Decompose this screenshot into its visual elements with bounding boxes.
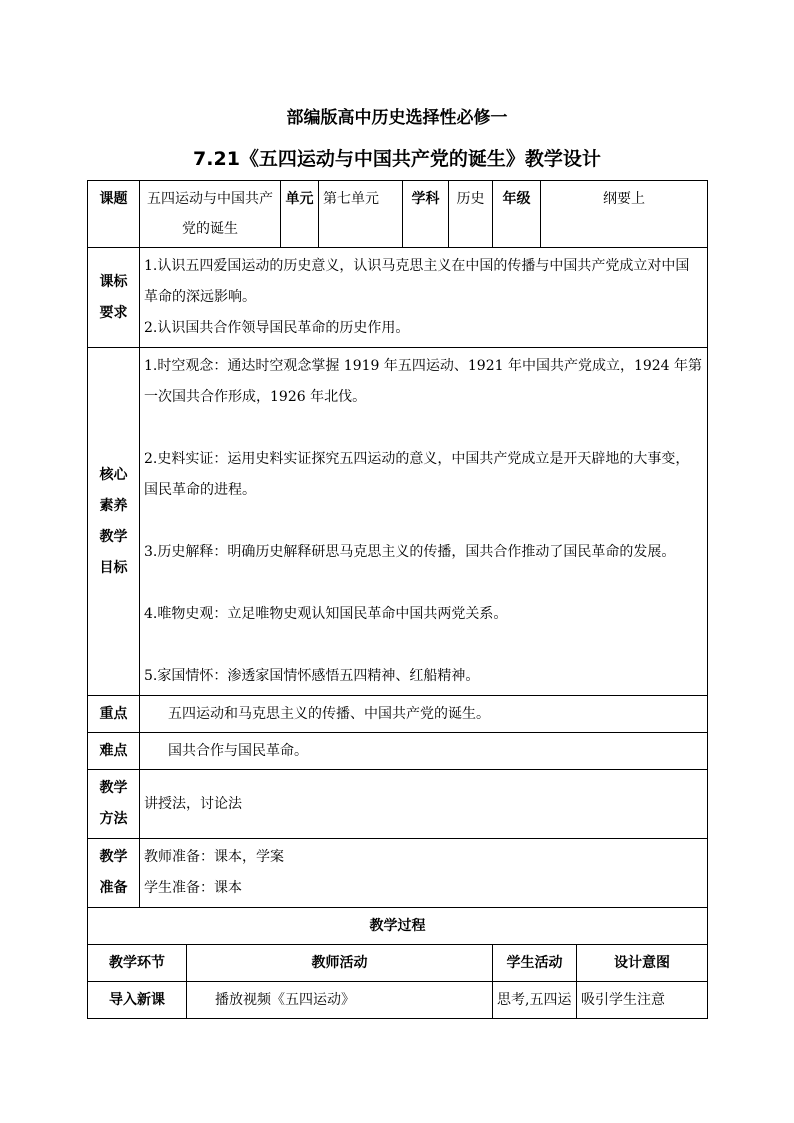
student-preparation: 学生准备：课本 [144, 880, 242, 896]
method-label-line1: 教学 [99, 780, 128, 796]
literacy-label-line3: 教学 [99, 528, 128, 545]
process-stage: 导入新课 [88, 982, 187, 1019]
standards-label [88, 248, 140, 348]
literacy-content [140, 348, 708, 696]
unit-value: 第七单元 [319, 181, 403, 248]
standards-item-1: 1.认识五四爱国运动的历史意义，认识马克思主义在中国的传播与中国共产党成立对中国革命的深远影响。 [144, 258, 690, 305]
process-design-intent: 吸引学生注意 [577, 982, 708, 1019]
standards-content [140, 248, 708, 348]
subject-value: 历史 [449, 181, 493, 248]
topic-label: 课题 [88, 181, 140, 248]
literacy-item-4: 4.唯物史观：立足唯物史观认知国民革命中国共两党关系。 [144, 606, 508, 622]
literacy-item-1: 1.时空观念：通达时空观念掌握 1919 年五四运动、1921 年中国共产党成立，1924 年第一次国共合作形成，1926 年北伐。 [144, 358, 703, 405]
process-teacher-activity: 播放视频《五四运动》 [187, 982, 493, 1019]
method-label-line2: 方法 [99, 811, 128, 827]
subject-label: 学科 [403, 181, 449, 248]
topic-value: 五四运动与中国共产党的诞生 [140, 181, 281, 248]
preparation-label-line2: 准备 [99, 880, 128, 896]
unit-label: 单元 [281, 181, 319, 248]
method-label [88, 770, 140, 839]
process-header-row [88, 945, 708, 982]
preparation-row [88, 839, 708, 908]
preparation-content [140, 839, 708, 908]
literacy-item-5: 5.家国情怀：渗透家国情怀感悟五四精神、红船精神。 [144, 668, 480, 684]
method-row [88, 770, 708, 839]
teacher-preparation: 教师准备：课本，学案 [144, 849, 284, 865]
standards-label-line1: 课标 [99, 273, 128, 290]
key-points-content: 五四运动和马克思主义的传播、中国共产党的诞生。 [140, 696, 708, 733]
literacy-item-2: 2.史料实证：运用史料实证探究五四运动的意义，中国共产党成立是开天辟地的大事变，国民革命的进程。 [144, 451, 690, 498]
header-stage: 教学环节 [88, 945, 187, 982]
difficulties-label: 难点 [88, 733, 140, 770]
difficulties-row [88, 733, 708, 770]
grade-value: 纲要上 [541, 181, 708, 248]
preparation-label-line1: 教学 [99, 849, 128, 865]
process-title: 教学过程 [88, 908, 708, 945]
grade-label: 年级 [493, 181, 541, 248]
literacy-row [88, 348, 708, 696]
literacy-item-3: 3.历史解释：明确历史解释研思马克思主义的传播，国共合作推动了国民革命的发展。 [144, 544, 676, 560]
process-row [88, 982, 708, 1019]
process-title-row [88, 908, 708, 945]
process-student-activity: 思考,五四运 [493, 982, 577, 1019]
literacy-label-line1: 核心 [99, 466, 128, 483]
key-points-label: 重点 [88, 696, 140, 733]
standards-row [88, 248, 708, 348]
document-title: 部编版高中历史选择性必修一 [286, 108, 508, 128]
preparation-label [88, 839, 140, 908]
header-student-activity: 学生活动 [493, 945, 577, 982]
literacy-label-line2: 素养 [99, 497, 128, 514]
document-subtitle: 7.21《五四运动与中国共产党的诞生》教学设计 [193, 148, 601, 170]
header-teacher-activity: 教师活动 [187, 945, 493, 982]
topic-row [88, 181, 708, 248]
lesson-plan-table [87, 180, 708, 1019]
key-points-row [88, 696, 708, 733]
difficulties-content: 国共合作与国民革命。 [140, 733, 708, 770]
literacy-label [88, 348, 140, 696]
standards-label-line2: 要求 [99, 304, 128, 321]
literacy-label-line4: 目标 [99, 559, 128, 576]
standards-item-2: 2.认识国共合作领导国民革命的历史作用。 [144, 320, 410, 336]
method-content: 讲授法，讨论法 [140, 770, 708, 839]
header-design-intent: 设计意图 [577, 945, 708, 982]
